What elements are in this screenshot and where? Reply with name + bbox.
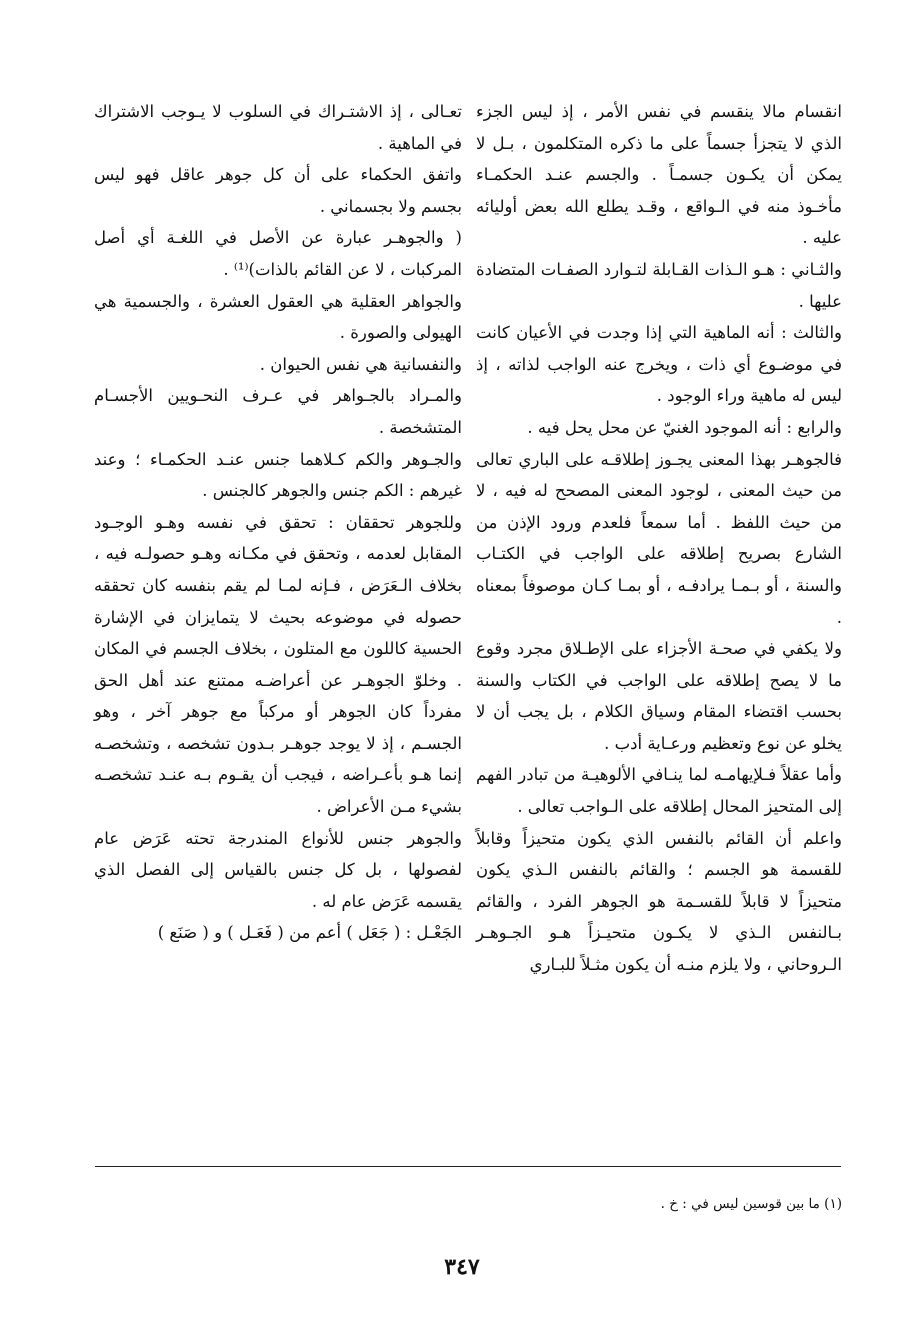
left-text-column xyxy=(94,96,462,949)
footnote-divider xyxy=(95,1166,841,1167)
paragraph: ( والجوهـر عبارة عن الأصل في اللغـة أي أصل المركبات ، لا عن القائم بالذات)⁽¹⁾ . xyxy=(94,228,462,279)
paragraph: وأما عقلاً فـلإيهامـه لما ينـافي الألوهيـة من تبادر الفهم إلى المتحيز المحال إطلاقه على الـواجب تعالى . xyxy=(476,765,842,817)
paragraph: والجواهر العقلية هي العقول العشرة ، والجسمية هي الهيولى والصورة . xyxy=(94,291,462,343)
paragraph: والثالث : أنه الماهية التي إذا وجدت في الأعيان كانت في موضـوع أي ذات ، ويخرج عنه الواجب لذاته ، إذ ليس له ماهية وراء الوجود . xyxy=(476,323,842,406)
paragraph: والرابع : أنه الموجود الغنيّ عن محل يحل فيه . xyxy=(527,417,842,437)
paragraph: والثـاني : هـو الـذات القـابلة لتـوارد الصفـات المتضادة عليها . xyxy=(476,259,842,311)
paragraph: والمـراد بالجـواهر في عـرف النحـويين الأجسـام المتشخصة . xyxy=(94,386,462,437)
right-text-column xyxy=(476,96,842,981)
paragraph: والجوهر جنس للأنواع المندرجة تحته عَرَض عام لفصولها ، بل كل جنس بالقياس إلى الفصل الذي يقسمه عَرَض عام له . xyxy=(94,828,462,911)
page-number: ٣٤٧ xyxy=(444,1254,480,1280)
paragraph: واعلم أن القائم بالنفس الذي يكون متحيزاً وقابلاً للقسمة هو الجسم ؛ والقائم بالنفس الـذي يكون متحيزاً لا قابلاً للقسـمة هو الجوهر الفرد ، والقائم بـالنفس الـذي لا يكـون متحيـزاً هـو الجـوهـر الـروحاني ، ولا يلزم منـه أن يكون مثـلاً للبـاري xyxy=(476,828,843,975)
paragraph: والنفسانية هي نفس الحيوان . xyxy=(259,354,462,374)
paragraph: انقسام مالا ينقسم في نفس الأمر ، إذ ليس الجزء الذي لا يتجزأ جسماً على ما ذكره المتكلمون ، بـل لا يمكن أن يكـون جسمـاً . والجسم عنـد الحكمـاء مأخـوذ منه في الـواقع ، وقـد يطلع الله بعض أوليائه عليه . xyxy=(476,102,842,248)
paragraph: ولا يكفي في صحـة الأجزاء على الإطـلاق مجرد وقوع ما لا يصح إطلاقه على الواجب في الكتاب والسنة بحسب اقتضاء المقام وسياق الكلام ، بل يجب أن لا يخلو عن نوع وتعظيم ورعـاية أدب . xyxy=(476,639,842,753)
paragraph: تعـالى ، إذ الاشتـراك في السلوب لا يـوجب الاشتراك في الماهية . xyxy=(94,102,462,153)
paragraph: واتفق الحكماء على أن كل جوهر عاقل فهو ليس بجسم ولا بجسماني . xyxy=(94,165,462,216)
paragraph: الجَعْـل : ( جَعَل ) أعم من ( فَعَـل ) و ( صَنَع ) xyxy=(157,923,462,943)
paragraph: والجـوهر والكم كـلاهما جنس عنـد الحكمـاء ؛ وعند غيرهم : الكم جنس والجوهر كالجنس . xyxy=(94,449,462,501)
footnote: (١) ما بين قوسين ليس في : خ . xyxy=(660,1196,842,1212)
paragraph: فالجوهـر بهذا المعنى يجـوز إطلاقـه على الباري تعالى من حيث المعنى ، لوجود المعنى المصحح له فيه ، لا من حيث اللفظ . أما سمعاً فلعدم ورود الإذن من الشارع بصريح إطلاقه على الواجب في الكتـاب والسنة ، أو بـمـا يرادفـه ، أو بمـا كـان موصوفاً بمعناه . xyxy=(476,449,842,627)
paragraph: وللجوهر تحققان : تحقق في نفسه وهـو الوجـود المقابل لعدمه ، وتحقق في مكـانه وهـو حصولـه فيه ، بخلاف الـعَرَض ، فـإنه لمـا لم يقم بنفسه كان تحققه حصوله في موضوعه بحيث لا يتمايزان في الإشارة الحسية كاللون مع المتلون ، بخلاف الجسم في المكان . وخلوّ الجوهـر عن أعراضـه ممتنع عند أهل الحق مفرداً كان الجوهر أو مركباً مع جوهر آخر ، وهو الجسـم ، إذ لا يوجد جوهـر بـدون تشخصه ، وتشخصـه إنما هـو بأعـراضه ، فيجب أن يقـوم بـه عنـد تشخصـه بشيء مـن الأعراض . xyxy=(94,512,462,817)
